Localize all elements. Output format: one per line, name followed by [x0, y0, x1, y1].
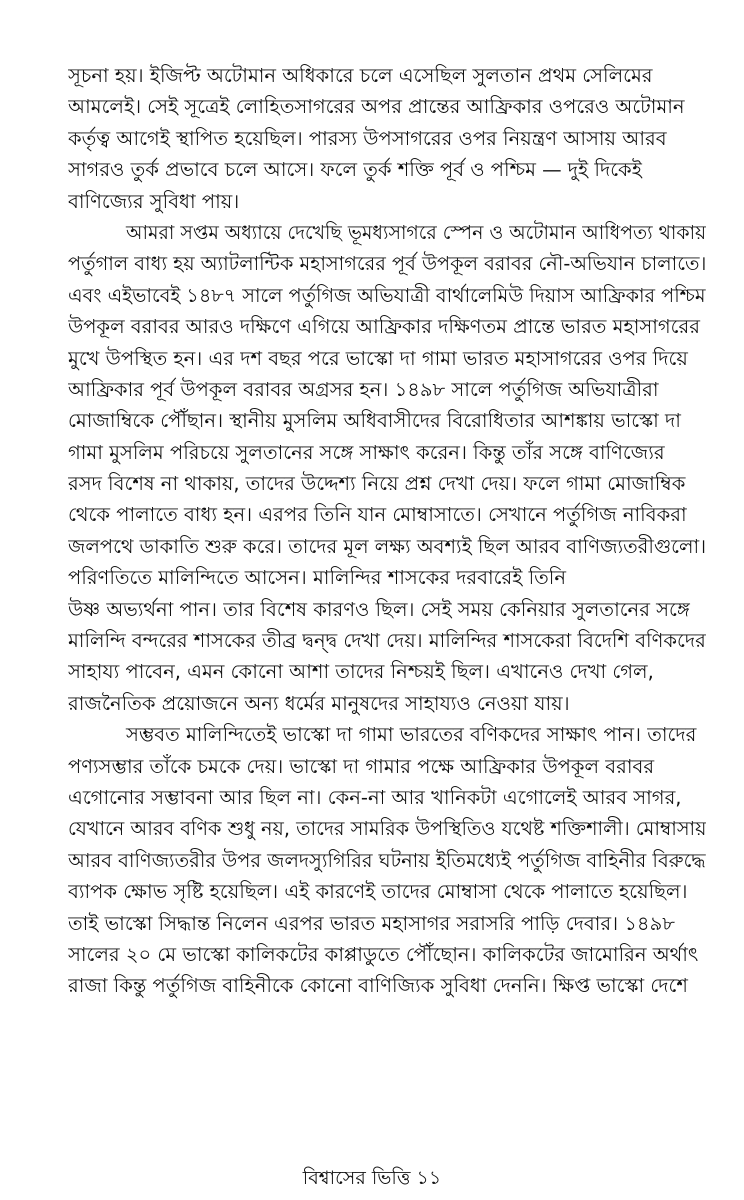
- text-line: জলপথে ডাকাতি শুরু করে। তাদের মূল লক্ষ্য অবশ্যই ছিল আরব বাণিজ্যতরীগুলো।: [68, 534, 706, 558]
- text-line: সাগরও তুর্ক প্রভাবে চলে আসে। ফলে তুর্ক শক্তি পূর্ব ও পশ্চিম — দুই দিকেই: [68, 158, 642, 182]
- text-line: পর্তুগাল বাধ্য হয় অ্যাটলান্টিক মহাসাগরের পূর্ব উপকূল বরাবর নৌ-অভিযান চালাতে।: [68, 252, 706, 276]
- text-line: সম্ভবত মালিন্দিতেই ভাস্কো দা গামা ভারতের বণিকদের সাক্ষাৎ পান। তাদের: [126, 723, 697, 747]
- text-line: এবং এইভাবেই ১৪৮৭ সালে পর্তুগিজ অভিযাত্রী বার্থালেমিউ দিয়াস আফ্রিকার পশ্চিম: [68, 283, 706, 307]
- text-line: তাই ভাস্কো সিদ্ধান্ত নিলেন এরপর ভারত মহাসাগর সরাসরি পাড়ি দেবার। ১৪৯৮: [68, 911, 675, 935]
- text-line: গামা মুসলিম পরিচয়ে সুলতানের সঙ্গে সাক্ষাৎ করেন। কিন্তু তাঁর সঙ্গে বাণিজ্যের: [68, 440, 665, 464]
- text-line: সাহায্য পাবেন, এমন কোনো আশা তাদের নিশ্চয়ই ছিল। এখানেও দেখা গেল,: [68, 660, 654, 684]
- text-line: মুখে উপস্থিত হন। এর দশ বছর পরে ভাস্কো দা গামা ভারত মহাসাগরের ওপর দিয়ে: [68, 346, 688, 370]
- text-line: মোজাম্বিকে পৌঁছান। স্থানীয় মুসলিম অধিবাসীদের বিরোধিতার আশঙ্কায় ভাস্কো দা: [68, 409, 681, 433]
- text-line: আফ্রিকার পূর্ব উপকূল বরাবর অগ্রসর হন। ১৪৯৮ সালে পর্তুগিজ অভিযাত্রীরা: [68, 377, 659, 401]
- paragraph-1: [68, 60, 706, 217]
- text-line: আমরা সপ্তম অধ্যায়ে দেখেছি ভূমধ্যসাগরে স্পেন ও অটোমান আধিপত্য থাকায়: [126, 220, 706, 244]
- page-footer: [0, 1166, 744, 1190]
- text-line: আরব বাণিজ্যতরীর উপর জলদস্যুগিরির ঘটনায় ইতিমধ্যেই পর্তুগিজ বাহিনীর বিরুদ্ধে: [68, 848, 706, 872]
- paragraph-2: [68, 217, 706, 719]
- text-line: রসদ বিশেষ না থাকায়, তাদের উদ্দেশ্য নিয়ে প্রশ্ন দেখা দেয়। ফলে গামা মোজাম্বিক: [68, 472, 686, 496]
- text-line: সালের ২০ মে ভাস্কো কালিকটের কাপ্পাডুতে পৌঁছোন। কালিকটের জামোরিন অর্থাৎ: [68, 942, 699, 966]
- text-line: পণ্যসম্ভার তাঁকে চমকে দেয়। ভাস্কো দা গামার পক্ষে আফ্রিকার উপকূল বরাবর: [68, 754, 655, 778]
- text-line: ব্যাপক ক্ষোভ সৃষ্টি হয়েছিল। এই কারণেই তাদের মোম্বাসা থেকে পালাতে হয়েছিল।: [68, 880, 688, 904]
- text-line: উষ্ণ অভ্যর্থনা পান। তার বিশেষ কারণও ছিল। সেই সময় কেনিয়ার সুলতানের সঙ্গে: [68, 597, 690, 621]
- text-line: মালিন্দি বন্দরের শাসকের তীব্র দ্বন্দ্ব দেখা দেয়। মালিন্দির শাসকেরা বিদেশি বণিকদের: [68, 629, 706, 653]
- page-number: ১১: [416, 1167, 442, 1189]
- text-line: এগোনোর সম্ভাবনা আর ছিল না। কেন-না আর খানিকটা এগোলেই আরব সাগর,: [68, 785, 682, 809]
- text-line: পরিণতিতে মালিন্দিতে আসেন। মালিন্দির শাসকের দরবারেই তিনি: [68, 566, 566, 590]
- text-line: আমলেই। সেই সূত্রেই লোহিতসাগরের অপর প্রান্তের আফ্রিকার ওপরেও অটোমান: [68, 95, 685, 119]
- text-line: রাজা কিন্তু পর্তুগিজ বাহিনীকে কোনো বাণিজ্যিক সুবিধা দেননি। ক্ষিপ্ত ভাস্কো দেশে: [68, 974, 688, 998]
- text-line: রাজনৈতিক প্রয়োজনে অন্য ধর্মের মানুষদের সাহায্যও নেওয়া যায়।: [68, 691, 570, 715]
- paragraph-3: [68, 719, 706, 1002]
- text-line: যেখানে আরব বণিক শুধু নয়, তাদের সামরিক উপস্থিতিও যথেষ্ট শক্তিশালী। মোম্বাসায়: [68, 817, 706, 841]
- text-line: সূচনা হয়। ইজিপ্ট অটোমান অধিকারে চলে এসেছিল সুলতান প্রথম সেলিমের: [68, 64, 653, 87]
- text-line: উপকূল বরাবর আরও দক্ষিণে এগিয়ে আফ্রিকার দক্ষিণতম প্রান্তে ভারত মহাসাগরের: [68, 315, 700, 339]
- text-line: বাণিজ্যের সুবিধা পায়।: [68, 189, 240, 213]
- text-line: থেকে পালাতে বাধ্য হন। এরপর তিনি যান মোম্বাসাতে। সেখানে পর্তুগিজ নাবিকরা: [68, 503, 687, 527]
- running-title: বিশ্বাসের ভিত্তি: [302, 1167, 411, 1189]
- text-line: কর্তৃত্ব আগেই স্থাপিত হয়েছিল। পারস্য উপসাগরের ওপর নিয়ন্ত্রণ আসায় আরব: [68, 126, 667, 150]
